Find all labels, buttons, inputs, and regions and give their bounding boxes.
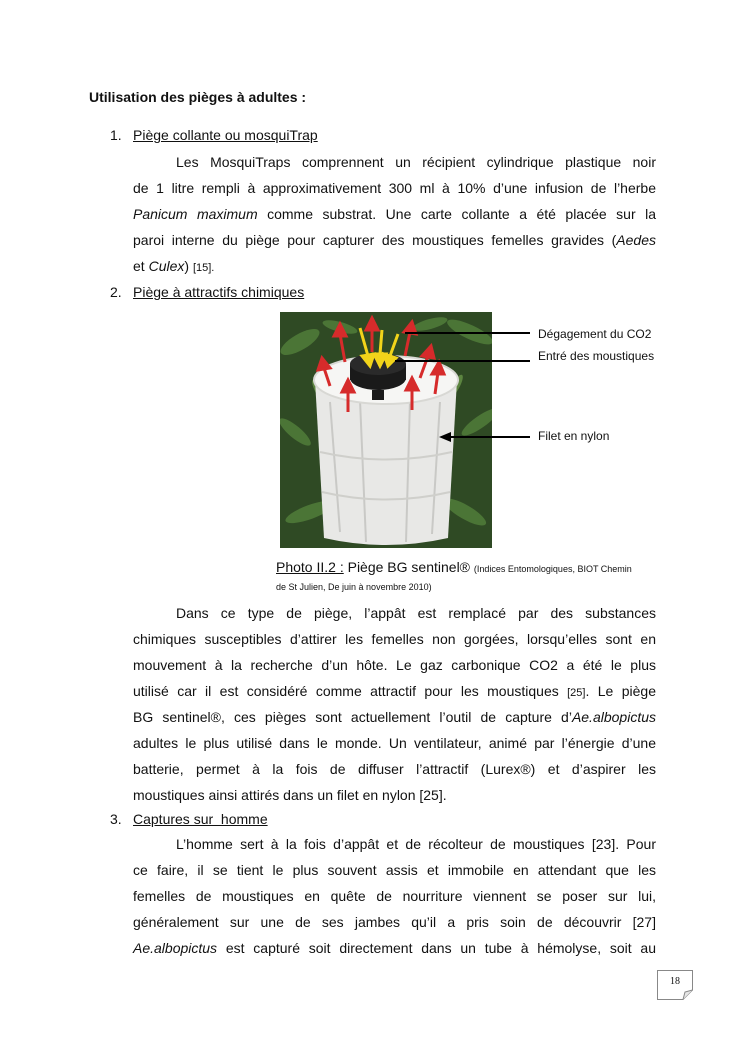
text-line	[133, 253, 656, 279]
text-run: BG sentinel®, ces pièges sont actuellement l’outil de capture d’	[133, 709, 572, 725]
figure-pointer-lines	[395, 325, 535, 445]
caption-title: Photo II.2 :	[276, 559, 344, 575]
text-line: L’homme sert à la fois d’appât et de récolteur de moustiques [23]. Pour	[176, 836, 656, 852]
section-heading: Utilisation des pièges à adultes :	[89, 89, 307, 105]
text-line	[133, 678, 656, 704]
text-line: adultes le plus utilisé dans le monde. Un ventilateur, animé par l’énergie d’une	[133, 735, 656, 751]
text-run: )	[184, 258, 193, 274]
label-net: Filet en nylon	[538, 429, 610, 443]
text-line	[133, 201, 656, 227]
caption-text: Piège BG sentinel®	[343, 559, 470, 575]
list-item-title: Piège collante ou mosquiTrap	[133, 127, 318, 143]
paragraph-human-capture	[133, 831, 656, 961]
text-line: généralement sur une de ses jambes qu’il a pris soin de découvrir [27]	[133, 914, 656, 930]
list-item-title: Captures sur homme	[133, 811, 268, 827]
list-item-title: Piège à attractifs chimiques	[133, 284, 305, 300]
text-line: batterie, permet à la fois de diffuser l’attractif (Lurex®) et d’aspirer les	[133, 761, 656, 777]
text-line	[133, 227, 656, 253]
caption-source-cont: de St Julien, De juin à novembre 2010)	[276, 582, 432, 592]
italic-text: Ae.albopictus	[133, 940, 218, 956]
text-line: mouvement à la recherche d’un hôte. Le gaz carbonique CO2 a été le plus	[133, 657, 656, 673]
italic-text: Panicum maximum	[133, 206, 258, 222]
text-line: moustiques ainsi attirés dans un filet en nylon [25].	[133, 787, 447, 803]
list-number: 3.	[110, 811, 122, 827]
citation: [25]	[567, 687, 586, 699]
list-number: 1.	[110, 127, 122, 143]
text-run: et	[133, 258, 149, 274]
page-number: 18	[670, 976, 680, 987]
text-run: paroi interne du piège pour capturer des moustiques femelles gravides (	[133, 232, 617, 248]
italic-text: Culex	[148, 258, 185, 274]
paragraph-mosquitrap	[133, 149, 656, 279]
figure-caption	[276, 559, 632, 575]
citation: [15].	[192, 262, 215, 274]
text-line	[133, 935, 656, 961]
text-run: . Le piège	[585, 683, 656, 699]
text-run: est capturé soit directement dans un tube à hémolyse, soit au	[217, 940, 656, 956]
text-run: comme substrat. Une carte collante a été placée sur la	[257, 206, 656, 222]
text-line: ce faire, il se tient le plus souvent assis et immobile en attendant que les	[133, 862, 656, 878]
paragraph-chemical-trap	[133, 600, 656, 808]
label-co2: Dégagement du CO2	[538, 327, 652, 341]
caption-source: (Indices Entomologiques, BIOT Chemin	[473, 564, 632, 574]
label-entry: Entré des moustiques	[538, 349, 655, 363]
text-line: femelles de moustiques en quête de nourriture viennent se poser sur lui,	[133, 888, 656, 904]
text-run: utilisé car il est considéré comme attractif pour les moustiques	[133, 683, 568, 699]
text-line: chimiques susceptibles d’attirer les femelles non gorgées, lorsqu’elles sont en	[133, 631, 656, 647]
text-line	[133, 704, 656, 730]
net-arrowhead	[439, 432, 451, 442]
italic-text: Aedes	[616, 232, 656, 248]
text-line: de 1 litre rempli à approximativement 300 ml à 10% d’une infusion de l’herbe	[133, 180, 656, 196]
text-line: Dans ce type de piège, l’appât est remplacé par des substances	[176, 605, 656, 621]
list-number: 2.	[110, 284, 122, 300]
text-line: Les MosquiTraps comprennent un récipient cylindrique plastique noir	[176, 154, 656, 170]
italic-text: Ae.albopictus	[571, 709, 656, 725]
